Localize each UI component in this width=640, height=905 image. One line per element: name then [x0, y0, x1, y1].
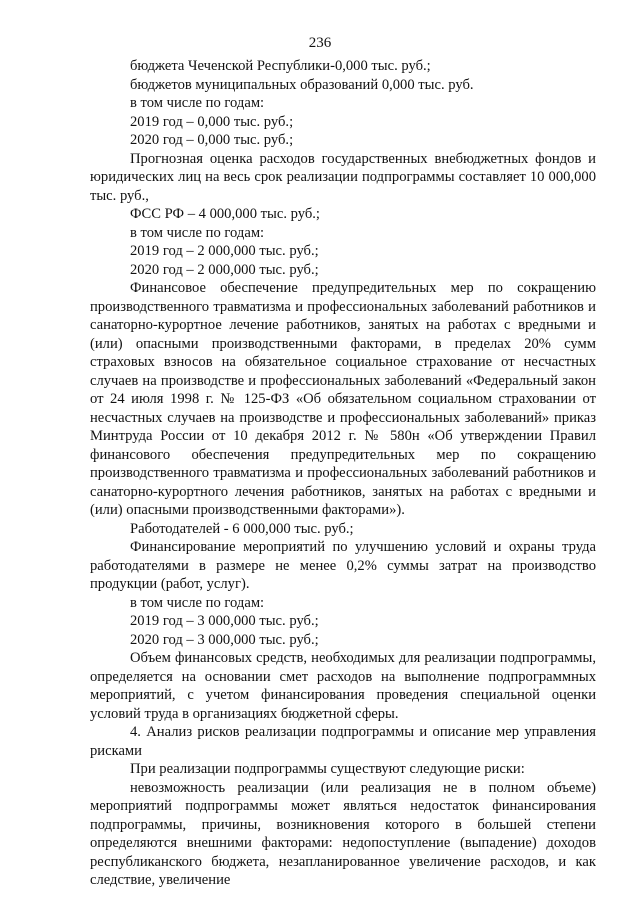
paragraph: 2020 год – 2 000,000 тыс. руб.;: [130, 261, 319, 278]
paragraph: 2020 год – 3 000,000 тыс. руб.;: [130, 631, 319, 648]
paragraph: невозможность реализации (или реализация не в полном объеме) мероприятий подпрограммы может являться недостаток финансирования подпрограммы, причины, возникновения которого в большей степени определяются внешними факторами: недопоступление (выпадение) доходов республиканского бюджета, незапланированное увеличение расходов, и как следствие, увеличение: [90, 779, 596, 888]
page-number: 236: [308, 35, 332, 51]
paragraph: 2019 год – 3 000,000 тыс. руб.;: [130, 613, 319, 629]
paragraph: 4. Анализ рисков реализации подпрограммы и описание мер управления рисками: [90, 724, 596, 759]
paragraph: бюджета Чеченской Республики-0,000 тыс. руб.;: [130, 58, 431, 74]
paragraph: 2019 год – 2 000,000 тыс. руб.;: [130, 243, 319, 259]
paragraph: 2020 год – 0,000 тыс. руб.;: [130, 132, 294, 148]
paragraph: Работодателей - 6 000,000 тыс. руб.;: [130, 520, 354, 537]
paragraph: ФСС РФ – 4 000,000 тыс. руб.;: [130, 206, 320, 222]
paragraph: Финансовое обеспечение предупредительных мер по сокращению производственного травматизма и профессиональных заболеваний работников и санаторно-курортное лечение работников, занятых на работах с вредными и (или) опасными производственными факторами, в пределах 20% сумм страховых взносов на обязательное социальное страхование от несчастных случаев на производстве и профессиональных заболеваний «Федеральный закон от 24 июля 1998 г. № 125-ФЗ «Об обязательном социальном страховании от несчастных случаев на производстве и профессиональных заболеваний» приказ Минтруда России от 10 декабря 2012 г. № 580н «Об утверждении Правил финансового обеспечения предупредительных мер по сокращению производственного травматизма и профессиональных заболеваний работников и санаторно-курортного лечения работников, занятых на работах с вредными и (или) опасными производственными факторами»).: [90, 280, 596, 518]
paragraph: в том числе по годам:: [130, 594, 265, 611]
paragraph: бюджетов муниципальных образований 0,000 тыс. руб.: [130, 76, 474, 93]
document-body: [90, 57, 596, 890]
paragraph: Финансирование мероприятий по улучшению условий и охраны труда работодателями в размере не менее 0,2% суммы затрат на производство продукции (работ, услуг).: [90, 539, 596, 592]
paragraph: При реализации подпрограммы существуют следующие риски:: [130, 761, 525, 777]
paragraph: Прогнозная оценка расходов государственных внебюджетных фондов и юридических лиц на весь срок реализации подпрограммы составляет 10 000,000 тыс. руб.,: [90, 150, 596, 204]
paragraph: Объем финансовых средств, необходимых для реализации подпрограммы, определяется на основании смет расходов на выполнение подпрограммных мероприятий, с учетом финансирования проведения специальной оценки условий труда в организациях бюджетной сферы.: [90, 650, 596, 722]
paragraph: в том числе по годам:: [130, 95, 265, 111]
paragraph: в том числе по годам:: [130, 224, 265, 241]
paragraph: 2019 год – 0,000 тыс. руб.;: [130, 113, 294, 130]
